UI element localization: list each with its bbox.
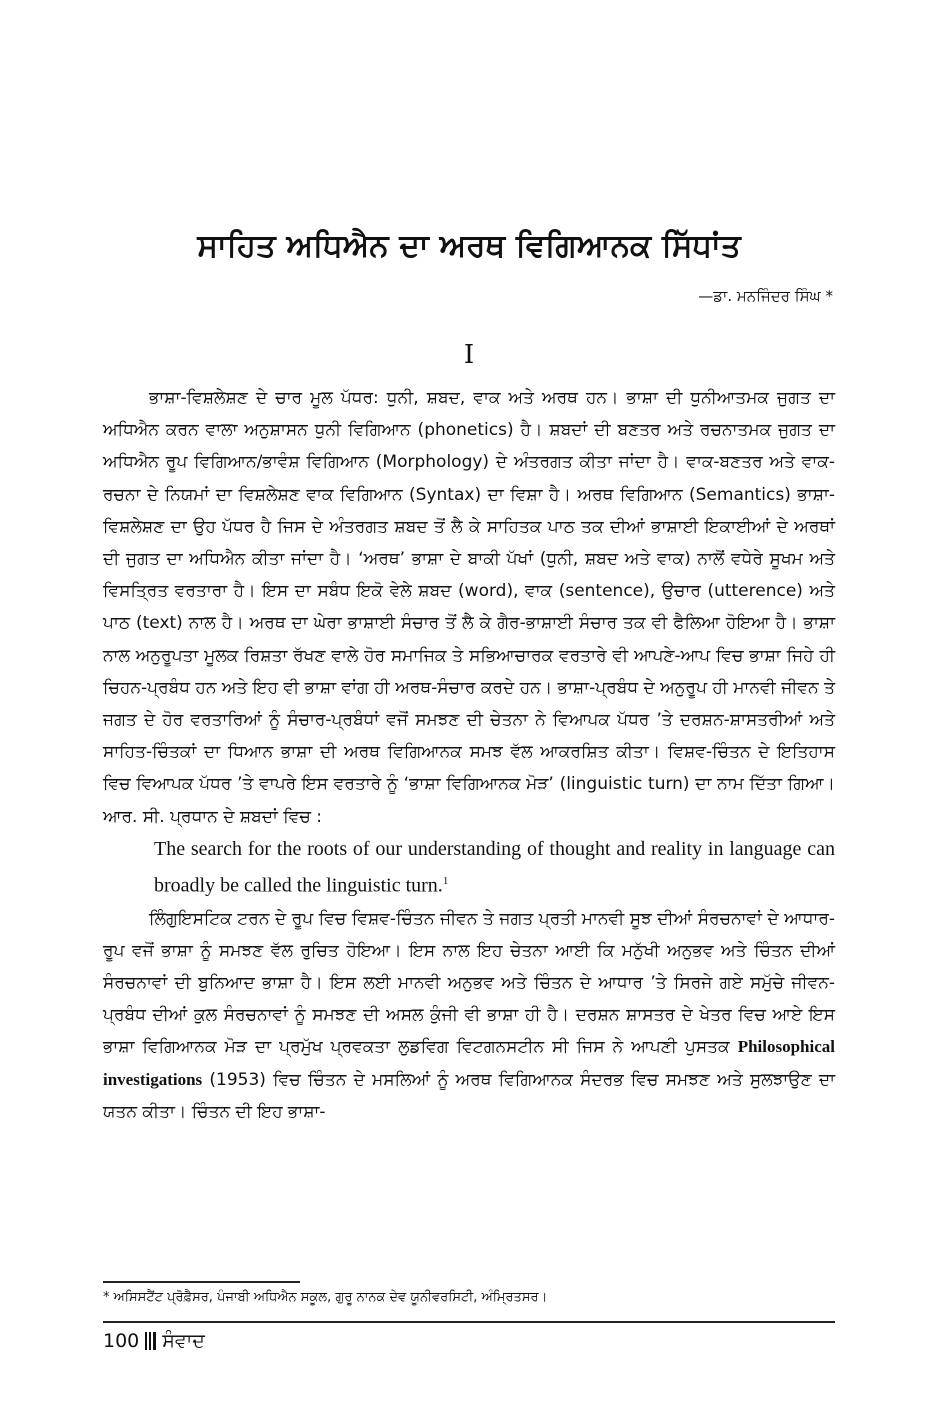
author-byline: —ਡਾ. ਮਨਜਿੰਦਰ ਸਿੰਘ *: [698, 287, 833, 305]
footnote: * ਅਸਿਸਟੈਂਟ ਪ੍ਰੋਫ਼ੈਸਰ, ਪੰਜਾਬੀ ਅਧਿਐਨ ਸਕੂਲ, ਗੁਰੂ ਨਾਨਕ ਦੇਵ ਯੂਨੀਵਰਸਿਟੀ, ਅੰਮ੍ਰਿਤਸਰ।: [103, 1290, 548, 1305]
section-numeral: I: [463, 340, 475, 370]
journal-name: ਸੰਵਾਦ: [162, 1330, 205, 1352]
footnote-ref: 1: [442, 875, 449, 888]
separator-bars-icon: [145, 1332, 156, 1350]
article-body: [103, 382, 835, 1128]
paragraph-2-part-b: (1953) ਵਿਚ ਚਿੰਤਨ ਦੇ ਮਸਲਿਆਂ ਨੂੰ ਅਰਥ ਵਿਗਿਆਨਕ ਸੰਦਰਭ ਵਿਚ ਸਮਝਣ ਅਤੇ ਸੁਲਝਾਉਣ ਦਾ ਯਤਨ ਕੀਤਾ। ਚਿੰਤਨ ਦੀ ਇਹ ਭਾਸ਼ਾ-: [103, 1069, 835, 1122]
paragraph-2-part-a: ਲਿੰਗੁਇਸਟਿਕ ਟਰਨ ਦੇ ਰੂਪ ਵਿਚ ਵਿਸ਼ਵ-ਚਿੰਤਨ ਜੀਵਨ ਤੇ ਜਗਤ ਪ੍ਰਤੀ ਮਾਨਵੀ ਸੂਝ ਦੀਆਂ ਸੰਰਚਨਾਵਾਂ ਦੇ ਆਧਾਰ-ਰੂਪ ਵਜੋਂ ਭਾਸ਼ਾ ਨੂੰ ਸਮਝਣ ਵੱਲ ਰੁਚਿਤ ਹੋਇਆ। ਇਸ ਨਾਲ ਇਹ ਚੇਤਨਾ ਆਈ ਕਿ ਮਨੁੱਖੀ ਅਨੁਭਵ ਅਤੇ ਚਿੰਤਨ ਦੀਆਂ ਸੰਰਚਨਾਵਾਂ ਦੀ ਬੁਨਿਆਦ ਭਾਸ਼ਾ ਹੈ। ਇਸ ਲਈ ਮਾਨਵੀ ਅਨੁਭਵ ਅਤੇ ਚਿੰਤਨ ਦੇ ਆਧਾਰ ’ਤੇ ਸਿਰਜੇ ਗਏ ਸਮੁੱਚੇ ਜੀਵਨ-ਪ੍ਰਬੰਧ ਦੀਆਂ ਕੁਲ ਸੰਰਚਨਾਵਾਂ ਨੂੰ ਸਮਝਣ ਦੀ ਅਸਲ ਕੁੰਜੀ ਵੀ ਭਾਸ਼ਾ ਹੀ ਹੈ। ਦਰਸ਼ਨ ਸ਼ਾਸਤਰ ਦੇ ਖੇਤਰ ਵਿਚ ਆਏ ਇਸ ਭਾਸ਼ਾ ਵਿਗਿਆਨਕ ਮੋੜ ਦਾ ਪ੍ਰਮੁੱਖ ਪ੍ਰਵਕਤਾ ਲੁਡਵਿਗ ਵਿਟਗਨਸਟੀਨ ਸੀ ਜਿਸ ਨੇ ਆਪਣੀ ਪੁਸਤਕ: [103, 908, 835, 1058]
footnote-divider: [103, 1281, 300, 1283]
page-footer: [103, 1330, 205, 1352]
block-quote: [154, 833, 835, 903]
article-title: ਸਾਹਿਤ ਅਧਿਐਨ ਦਾ ਅਰਥ ਵਿਗਿਆਨਕ ਸਿੱਧਾਂਤ: [197, 228, 741, 264]
book-title: Philosophical investigations: [103, 1037, 835, 1089]
quote-text: The search for the roots of our understanding of thought and reality in language can broadly be called the linguistic turn.: [154, 837, 835, 897]
footer-rule: [103, 1321, 835, 1323]
page-number: 100: [103, 1330, 140, 1352]
paragraph-1: ਭਾਸ਼ਾ-ਵਿਸ਼ਲੇਸ਼ਣ ਦੇ ਚਾਰ ਮੂਲ ਪੱਧਰ: ਧੁਨੀ, ਸ਼ਬਦ, ਵਾਕ ਅਤੇ ਅਰਥ ਹਨ। ਭਾਸ਼ਾ ਦੀ ਧੁਨੀਆਤਮਕ ਜੁਗਤ ਦਾ ਅਧਿਐਨ ਕਰਨ ਵਾਲਾ ਅਨੁਸ਼ਾਸਨ ਧੁਨੀ ਵਿਗਿਆਨ (phonetics) ਹੈ। ਸ਼ਬਦਾਂ ਦੀ ਬਣਤਰ ਅਤੇ ਰਚਨਾਤਮਕ ਜੁਗਤ ਦਾ ਅਧਿਐਨ ਰੂਪ ਵਿਗਿਆਨ/ਭਾਵੰਸ਼ ਵਿਗਿਆਨ (Morphology) ਦੇ ਅੰਤਰਗਤ ਕੀਤਾ ਜਾਂਦਾ ਹੈ। ਵਾਕ-ਬਣਤਰ ਅਤੇ ਵਾਕ-ਰਚਨਾ ਦੇ ਨਿਯਮਾਂ ਦਾ ਵਿਸ਼ਲੇਸ਼ਣ ਵਾਕ ਵਿਗਿਆਨ (Syntax) ਦਾ ਵਿਸ਼ਾ ਹੈ। ਅਰਥ ਵਿਗਿਆਨ (Semantics) ਭਾਸ਼ਾ-ਵਿਸ਼ਲੇਸ਼ਣ ਦਾ ਉਹ ਪੱਧਰ ਹੈ ਜਿਸ ਦੇ ਅੰਤਰਗਤ ਸ਼ਬਦ ਤੋਂ ਲੈ ਕੇ ਸਾਹਿਤਕ ਪਾਠ ਤਕ ਦੀਆਂ ਭਾਸ਼ਾਈ ਇਕਾਈਆਂ ਦੇ ਅਰਥਾਂ ਦੀ ਜੁਗਤ ਦਾ ਅਧਿਐਨ ਕੀਤਾ ਜਾਂਦਾ ਹੈ। ‘ਅਰਥ’ ਭਾਸ਼ਾ ਦੇ ਬਾਕੀ ਪੱਖਾਂ (ਧੁਨੀ, ਸ਼ਬਦ ਅਤੇ ਵਾਕ) ਨਾਲੋਂ ਵਧੇਰੇ ਸੂਖਮ ਅਤੇ ਵਿਸਤ੍ਰਿਤ ਵਰਤਾਰਾ ਹੈ। ਇਸ ਦਾ ਸਬੰਧ ਇਕੋ ਵੇਲੇ ਸ਼ਬਦ (word), ਵਾਕ (sentence), ਉਚਾਰ (utterence) ਅਤੇ ਪਾਠ (text) ਨਾਲ ਹੈ। ਅਰਥ ਦਾ ਘੇਰਾ ਭਾਸ਼ਾਈ ਸੰਚਾਰ ਤੋਂ ਲੈ ਕੇ ਗੈਰ-ਭਾਸ਼ਾਈ ਸੰਚਾਰ ਤਕ ਵੀ ਫੈਲਿਆ ਹੋਇਆ ਹੈ। ਭਾਸ਼ਾ ਨਾਲ ਅਨੁਰੂਪਤਾ ਮੂਲਕ ਰਿਸ਼ਤਾ ਰੱਖਣ ਵਾਲੇ ਹੋਰ ਸਮਾਜਿਕ ਤੇ ਸਭਿਆਚਾਰਕ ਵਰਤਾਰੇ ਵੀ ਆਪਣੇ-ਆਪ ਵਿਚ ਭਾਸ਼ਾ ਜਿਹੇ ਹੀ ਚਿਹਨ-ਪ੍ਰਬੰਧ ਹਨ ਅਤੇ ਇਹ ਵੀ ਭਾਸ਼ਾ ਵਾਂਗ ਹੀ ਅਰਥ-ਸੰਚਾਰ ਕਰਦੇ ਹਨ। ਭਾਸ਼ਾ-ਪ੍ਰਬੰਧ ਦੇ ਅਨੁਰੂਪ ਹੀ ਮਾਨਵੀ ਜੀਵਨ ਤੇ ਜਗਤ ਦੇ ਹੋਰ ਵਰਤਾਰਿਆਂ ਨੂੰ ਸੰਚਾਰ-ਪ੍ਰਬੰਧਾਂ ਵਜੋਂ ਸਮਝਣ ਦੀ ਚੇਤਨਾ ਨੇ ਵਿਆਪਕ ਪੱਧਰ ’ਤੇ ਦਰਸ਼ਨ-ਸ਼ਾਸਤਰੀਆਂ ਅਤੇ ਸਾਹਿਤ-ਚਿੰਤਕਾਂ ਦਾ ਧਿਆਨ ਭਾਸ਼ਾ ਦੀ ਅਰਥ ਵਿਗਿਆਨਕ ਸਮਝ ਵੱਲ ਆਕਰਸ਼ਿਤ ਕੀਤਾ। ਵਿਸ਼ਵ-ਚਿੰਤਨ ਦੇ ਇਤਿਹਾਸ ਵਿਚ ਵਿਆਪਕ ਪੱਧਰ ’ਤੇ ਵਾਪਰੇ ਇਸ ਵਰਤਾਰੇ ਨੂੰ ‘ਭਾਸ਼ਾ ਵਿਗਿਆਨਕ ਮੋੜ’ (linguistic turn) ਦਾ ਨਾਮ ਦਿੱਤਾ ਗਿਆ। ਆਰ. ਸੀ. ਪ੍ਰਧਾਨ ਦੇ ਸ਼ਬਦਾਂ ਵਿਚ :: [103, 388, 835, 827]
paragraph-2: [103, 903, 835, 1128]
